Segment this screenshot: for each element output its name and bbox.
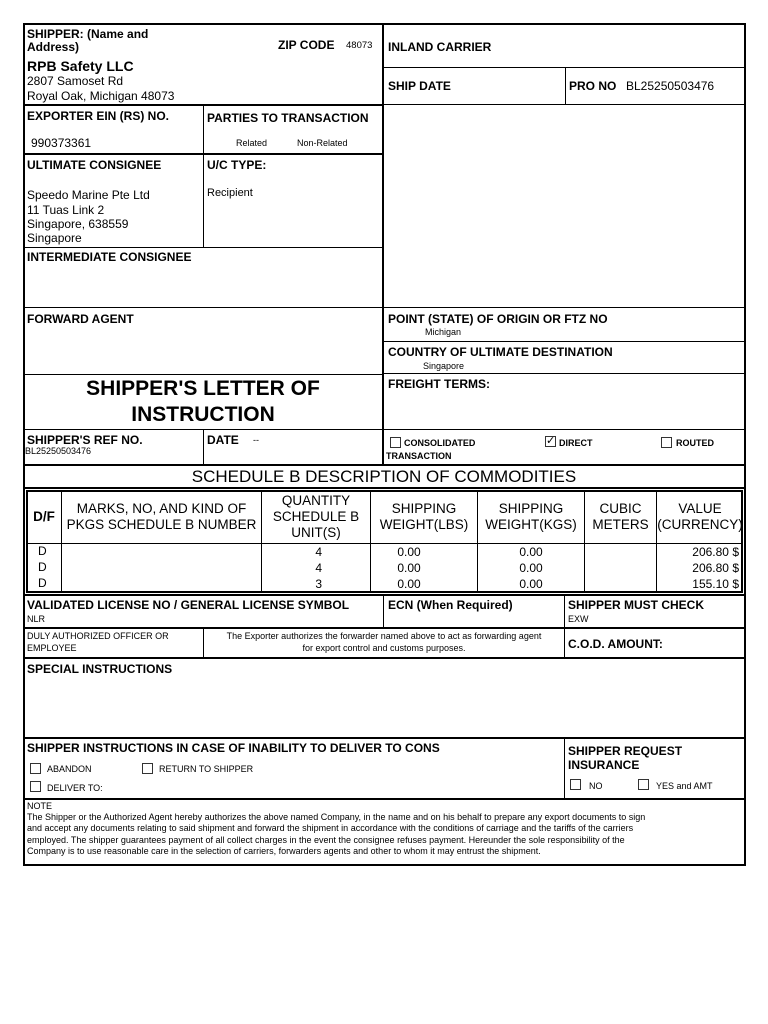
cell-kgs: 0.00 [519, 577, 543, 591]
note-block [27, 801, 743, 857]
th-qty-line3: UNIT(S) [291, 525, 341, 540]
note-line2: and accept any documents relating to said shipment and forward the shipment in accordance with the conditions of carriage and the tariffs of the carriers [27, 823, 634, 834]
country-destination-label: COUNTRY OF ULTIMATE DESTINATION [388, 345, 613, 359]
cell-qty: 4 [315, 561, 322, 575]
check-mark-icon: ✓ [546, 435, 556, 447]
license-label: VALIDATED LICENSE NO / GENERAL LICENSE SYMBOL [27, 598, 350, 612]
insurance-yes-label: YES and AMT [656, 781, 713, 791]
cell-qty: 3 [315, 577, 322, 591]
th-lbs-line1: SHIPPING [391, 501, 457, 516]
authorization-line1: The Exporter authorizes the forwarder named above to act as forwarding agent [226, 631, 542, 641]
ultimate-consignee-label: ULTIMATE CONSIGNEE [27, 158, 162, 172]
cell-value: 206.80 $ [692, 545, 739, 559]
th-marks-line1: MARKS, NO, AND KIND OF [76, 501, 247, 516]
divider-shipdate-pro [565, 67, 566, 105]
zip-code-value: 48073 [346, 40, 373, 51]
shipper-must-check-label: SHIPPER MUST CHECK [568, 598, 705, 612]
th-quantity [262, 493, 370, 541]
authorization-line2: for export control and customs purposes. [302, 643, 466, 653]
cell-lbs: 0.00 [397, 561, 421, 575]
routed-label: ROUTED [676, 438, 714, 448]
hline-shipdate-bottom [383, 104, 744, 105]
forward-agent-label: FORWARD AGENT [27, 312, 134, 326]
country-destination-value: Singapore [423, 361, 465, 371]
direct-label: DIRECT [559, 438, 593, 448]
th-lbs-line2: WEIGHT(LBS) [379, 517, 469, 532]
shipper-label: SHIPPER: (Name and Address) [27, 27, 149, 54]
exporter-ein-value: 990373361 [31, 136, 92, 150]
hline-inability-top [24, 737, 744, 739]
ship-date-label: SHIP DATE [388, 79, 451, 93]
shipper-name: RPB Safety LLC [27, 58, 134, 74]
divider-main-vertical [382, 24, 384, 464]
uc-type-value: Recipient [207, 187, 253, 199]
hline-ein-bottom [24, 153, 383, 155]
cell-lbs: 0.00 [397, 545, 421, 559]
th-cubic-line1: CUBIC [599, 501, 642, 516]
th-marks [62, 501, 261, 533]
direct-checkbox[interactable] [545, 436, 556, 447]
shipper-ref-value: BL25250503476 [25, 446, 92, 456]
return-to-shipper-label: RETURN TO SHIPPER [159, 764, 254, 774]
cell-df: D [38, 576, 47, 590]
th-value-line1: VALUE [678, 501, 722, 516]
hline-title-bottom [24, 429, 744, 430]
th-kgs-line1: SHIPPING [498, 501, 564, 516]
consignee-line2: 11 Tuas Link 2 [27, 203, 105, 217]
document-title-line2: INSTRUCTION [131, 403, 275, 426]
cell-kgs: 0.00 [519, 561, 543, 575]
insurance-yes-checkbox[interactable] [638, 779, 649, 790]
transaction-label: TRANSACTION [386, 451, 452, 461]
exporter-ein-label: EXPORTER EIN (RS) NO. [27, 109, 170, 123]
officer-line1: DULY AUTHORIZED OFFICER OR [27, 631, 169, 641]
return-to-shipper-checkbox[interactable] [142, 763, 153, 774]
cell-lbs: 0.00 [397, 577, 421, 591]
th-cubic-line2: METERS [592, 517, 649, 532]
th-weight-kgs [478, 501, 584, 533]
hline-carrier-bottom [383, 67, 744, 68]
th-weight-lbs [371, 501, 477, 533]
hline-intermediate-bottom [24, 307, 744, 308]
vline-license-ecn [383, 595, 384, 628]
freight-terms-label: FREIGHT TERMS: [388, 377, 490, 391]
hline-note-top [24, 798, 744, 800]
consignee-line4: Singapore [27, 231, 82, 245]
cell-kgs: 0.00 [519, 545, 543, 559]
cell-df: D [38, 544, 47, 558]
routed-checkbox[interactable] [661, 437, 672, 448]
insurance-label-line2: INSURANCE [568, 758, 640, 772]
cod-amount-label: C.O.D. AMOUNT: [568, 637, 663, 651]
note-line1: The Shipper or the Authorized Agent hereby authorizes the above named Company, in the name and on his behalf to prepare any export documents to sign [27, 812, 646, 823]
shipper-must-check-value: EXW [568, 614, 589, 624]
hline-schedule-top [24, 464, 744, 466]
point-of-origin-value: Michigan [425, 327, 462, 337]
th-qty-line2: SCHEDULE B [272, 509, 360, 524]
consignee-line1: Speedo Marine Pte Ltd [27, 188, 150, 202]
consignee-line3: Singapore, 638559 [27, 217, 129, 231]
hline-consignee-bottom [24, 247, 383, 248]
date-label: DATE [207, 433, 239, 447]
pro-no-label: PRO NO [569, 79, 617, 93]
abandon-label: ABANDON [47, 764, 92, 774]
insurance-no-label: NO [589, 781, 603, 791]
hline-forward-bottom [24, 374, 383, 375]
parties-related[interactable]: Related [236, 138, 268, 148]
hline-country-bottom [383, 373, 744, 374]
deliver-to-label: DELIVER TO: [47, 783, 103, 793]
consolidated-label: CONSOLIDATED [404, 438, 476, 448]
inability-label: SHIPPER INSTRUCTIONS IN CASE OF INABILITY TO DELIVER TO CONS [27, 741, 440, 755]
th-kgs-line2: WEIGHT(KGS) [485, 517, 577, 532]
shipper-address-line1: 2807 Samoset Rd [27, 74, 124, 88]
th-value [657, 501, 743, 533]
deliver-to-checkbox[interactable] [30, 781, 41, 792]
hline-shipper-bottom [24, 104, 383, 106]
parties-non-related[interactable]: Non-Related [297, 138, 348, 148]
uc-type-label: U/C TYPE: [207, 158, 267, 172]
insurance-label-line1: SHIPPER REQUEST [568, 744, 683, 758]
abandon-checkbox[interactable] [30, 763, 41, 774]
th-value-line2: (CURRENCY) [657, 517, 743, 532]
shipper-address-line2: Royal Oak, Michigan 48073 [27, 89, 175, 103]
cell-qty: 4 [315, 545, 322, 559]
hline-license-top [24, 594, 744, 596]
schedule-b-title: SCHEDULE B DESCRIPTION OF COMMODITIES [191, 467, 577, 486]
special-instructions-label: SPECIAL INSTRUCTIONS [27, 662, 173, 676]
zip-code-label: ZIP CODE [278, 38, 335, 52]
hline-origin-bottom [383, 341, 744, 342]
parties-label: PARTIES TO TRANSACTION [207, 111, 369, 125]
shipper-ref-label: SHIPPER'S REF NO. [27, 433, 143, 447]
divider-ref-date [203, 430, 204, 464]
document-title-line1: SHIPPER'S LETTER OF [86, 377, 320, 400]
th-marks-line2: PKGS SCHEDULE B NUMBER [66, 517, 257, 532]
cell-value: 155.10 $ [692, 577, 739, 591]
intermediate-consignee-label: INTERMEDIATE CONSIGNEE [27, 250, 192, 264]
date-value: -- [253, 435, 259, 445]
hline-officer-top [24, 627, 744, 629]
cell-value: 206.80 $ [692, 561, 739, 575]
th-qty-line1: QUANTITY [281, 493, 351, 508]
ecn-label: ECN (When Required) [388, 598, 513, 612]
inland-carrier-label: INLAND CARRIER [388, 40, 492, 54]
note-line4: Company is to use reasonable care in the selection of carriers, forwarders agents and other to whom it may entrust the shipment. [27, 845, 541, 856]
th-df: D/F [33, 509, 55, 524]
pro-no-value: BL25250503476 [626, 79, 715, 93]
point-of-origin-label: POINT (STATE) OF ORIGIN OR FTZ NO [388, 312, 608, 326]
consolidated-checkbox[interactable] [390, 437, 401, 448]
note-label: NOTE [27, 801, 53, 811]
hline-schedule-title-bottom [24, 487, 744, 489]
vline-inability-insurance [564, 738, 565, 799]
th-cubic-meters [585, 501, 656, 533]
insurance-no-checkbox[interactable] [570, 779, 581, 790]
hline-special-top [24, 657, 744, 659]
cell-df: D [38, 560, 47, 574]
divider-left-inner [203, 105, 204, 247]
officer-line2: EMPLOYEE [27, 643, 77, 653]
note-line3: employed. The shipper guarantees payment of all collect charges in the event the consignee refuses payment. Hereunder the sole responsibility of the [27, 834, 625, 845]
document-title [24, 376, 382, 428]
license-value: NLR [27, 614, 46, 624]
